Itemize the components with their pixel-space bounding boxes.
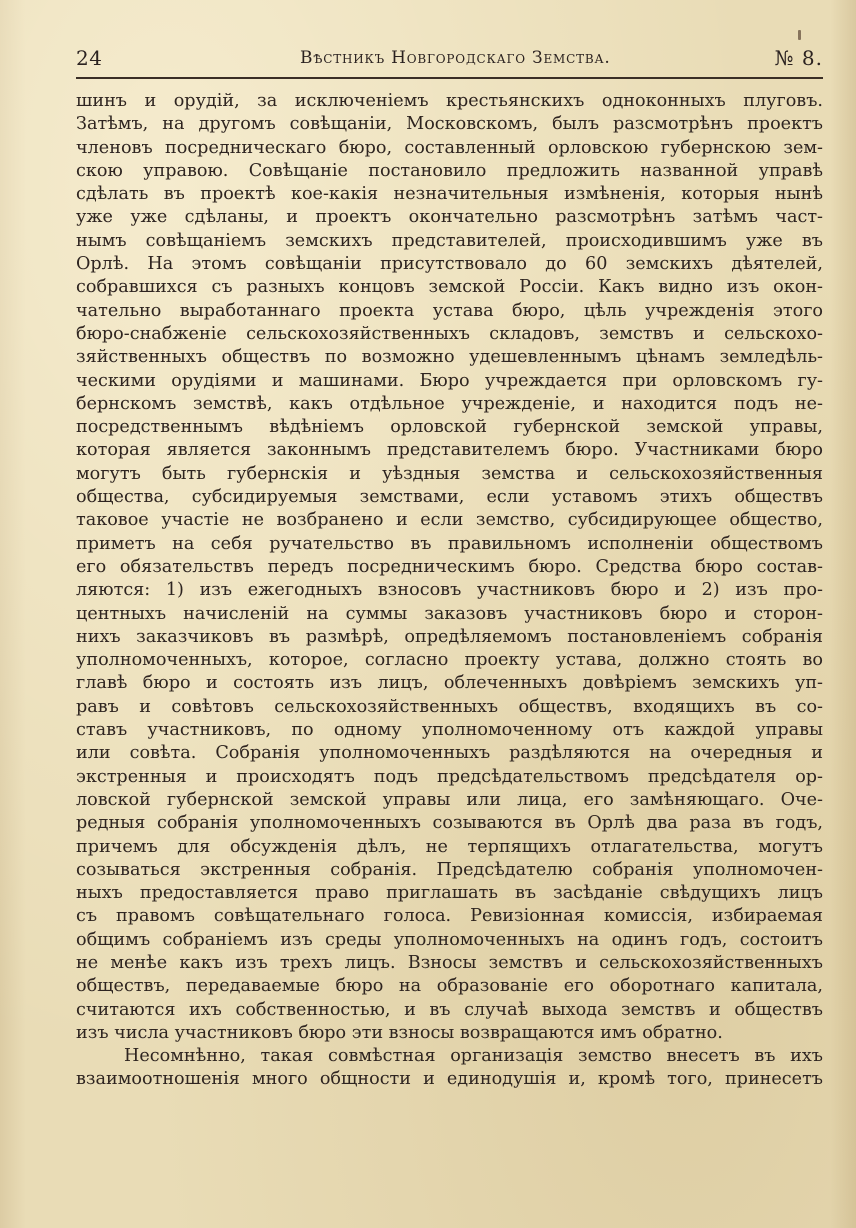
text-line: шинъ и орудій, за исключеніемъ крестьянскихъ одноконныхъ плуговъ. bbox=[76, 91, 823, 111]
text-line: общества, субсидируемыя земствами, если уставомъ этихъ обществъ bbox=[76, 487, 823, 508]
text-line: общимъ собраніемъ изъ среды уполномоченныхъ на одинъ годъ, состоитъ bbox=[76, 929, 823, 950]
text-line: обществъ, передаваемые бюро на образованіе его оборотнаго капитала, bbox=[76, 976, 823, 997]
text-line: центныхъ начисленій на суммы заказовъ участниковъ бюро и сторон- bbox=[76, 603, 823, 624]
text-line: таковое участіе не возбранено и если земство, субсидирующее общество, bbox=[76, 510, 823, 531]
text-line: посредственнымъ вѣдѣніемъ орловской губернской земской управы, bbox=[76, 417, 823, 438]
text-line: изъ числа участниковъ бюро эти взносы возвращаются имъ обратно. bbox=[76, 1022, 723, 1043]
body-text bbox=[76, 90, 823, 1092]
text-line: экстренныя и происходятъ подъ предсѣдательствомъ предсѣдателя ор- bbox=[76, 766, 823, 787]
text-line: могутъ быть губернскія и уѣздныя земства и сельскохозяйственныя bbox=[76, 463, 823, 484]
text-line: его обязательствъ передъ посредническимъ бюро. Средства бюро состав- bbox=[76, 556, 823, 577]
page-header bbox=[76, 46, 823, 76]
text-line: уже уже сдѣланы, и проектъ окончательно разсмотрѣнъ затѣмъ част- bbox=[76, 207, 823, 228]
text-line: ческими орудіями и машинами. Бюро учреждается при орловскомъ гу- bbox=[76, 370, 823, 391]
text-line: взаимоотношенія много общности и единодушія и, кромѣ того, принесетъ bbox=[76, 1069, 823, 1090]
text-line: бюро-снабженіе сельскохозяйственныхъ складовъ, земствъ и сельскохо- bbox=[76, 323, 823, 344]
text-line: ляются: 1) изъ ежегодныхъ взносовъ участниковъ бюро и 2) изъ про- bbox=[76, 580, 823, 601]
text-line: Несомнѣнно, такая совмѣстная организація земство внесетъ въ ихъ bbox=[124, 1046, 823, 1067]
text-line: ставъ участниковъ, по одному уполномоченному отъ каждой управы bbox=[76, 720, 823, 741]
header-rule bbox=[76, 77, 823, 79]
text-line: которая является законнымъ представителемъ бюро. Участниками бюро bbox=[76, 440, 823, 461]
text-line: сдѣлать въ проектѣ кое-какія незначительныя измѣненія, которыя нынѣ bbox=[76, 184, 823, 205]
page-number: 24 bbox=[76, 46, 103, 70]
paragraph-1 bbox=[76, 90, 823, 1045]
text-line: съ правомъ совѣщательнаго голоса. Ревизіонная комиссія, избираемая bbox=[76, 906, 823, 927]
text-line: нымъ совѣщаніемъ земскихъ представителей, происходившимъ уже въ bbox=[76, 230, 823, 251]
text-line: собравшихся съ разныхъ концовъ земской Россіи. Какъ видно изъ окон- bbox=[76, 277, 823, 298]
text-line: бернскомъ земствѣ, какъ отдѣльное учрежденіе, и находится подъ не- bbox=[76, 393, 823, 414]
text-line: нихъ заказчиковъ въ размѣрѣ, опредѣляемомъ постановленіемъ собранія bbox=[76, 626, 823, 647]
text-line: Затѣмъ, на другомъ совѣщаніи, Московскомъ, былъ разсмотрѣнъ проектъ bbox=[76, 114, 823, 135]
text-line: не менѣе какъ изъ трехъ лицъ. Взносы земствъ и сельскохозяйственныхъ bbox=[76, 952, 823, 973]
text-line: Орлѣ. На этомъ совѣщаніи присутствовало до 60 земскихъ дѣятелей, bbox=[76, 254, 823, 275]
text-line: уполномоченныхъ, которое, согласно проекту устава, должно стоять во bbox=[76, 650, 823, 671]
text-line: членовъ посредническаго бюро, составленный орловскою губернскою зем- bbox=[76, 137, 823, 158]
paragraph-2 bbox=[76, 1045, 823, 1092]
text-line: ловской губернской земской управы или лица, его замѣняющаго. Оче- bbox=[76, 789, 823, 810]
text-line: приметъ на себя ручательство въ правильномъ исполненіи обществомъ bbox=[76, 533, 823, 554]
journal-page bbox=[76, 0, 823, 1228]
text-line: причемъ для обсужденія дѣлъ, не терпящихъ отлагательства, могутъ bbox=[76, 836, 823, 857]
issue-number: № 8. bbox=[774, 46, 823, 70]
text-line: главѣ бюро и состоять изъ лицъ, облеченныхъ довѣріемъ земскихъ уп- bbox=[76, 673, 823, 694]
text-line: считаются ихъ собственностью, и въ случаѣ выхода земствъ и обществъ bbox=[76, 999, 823, 1020]
text-line: редныя собранія уполномоченныхъ созываются въ Орлѣ два раза въ годъ, bbox=[76, 813, 823, 834]
text-line: скою управою. Совѣщаніе постановило предложить названной управѣ bbox=[76, 160, 823, 181]
text-line: зяйственныхъ обществъ по возможно удешевленнымъ цѣнамъ земледѣль- bbox=[76, 347, 823, 368]
text-line: равъ и совѣтовъ сельскохозяйственныхъ обществъ, входящихъ въ со- bbox=[76, 696, 823, 717]
text-line: чательно выработаннаго проекта устава бюро, цѣль учрежденія этого bbox=[76, 300, 823, 321]
running-title: Вѣстникъ Новгородскаго Земства. bbox=[300, 48, 611, 68]
text-line: ныхъ предоставляется право приглашать въ засѣданіе свѣдущихъ лицъ bbox=[76, 883, 823, 904]
text-line: созываться экстренныя собранія. Предсѣдателю собранія уполномочен- bbox=[76, 859, 823, 880]
text-line: или совѣта. Собранія уполномоченныхъ раздѣляются на очередныя и bbox=[76, 743, 823, 764]
